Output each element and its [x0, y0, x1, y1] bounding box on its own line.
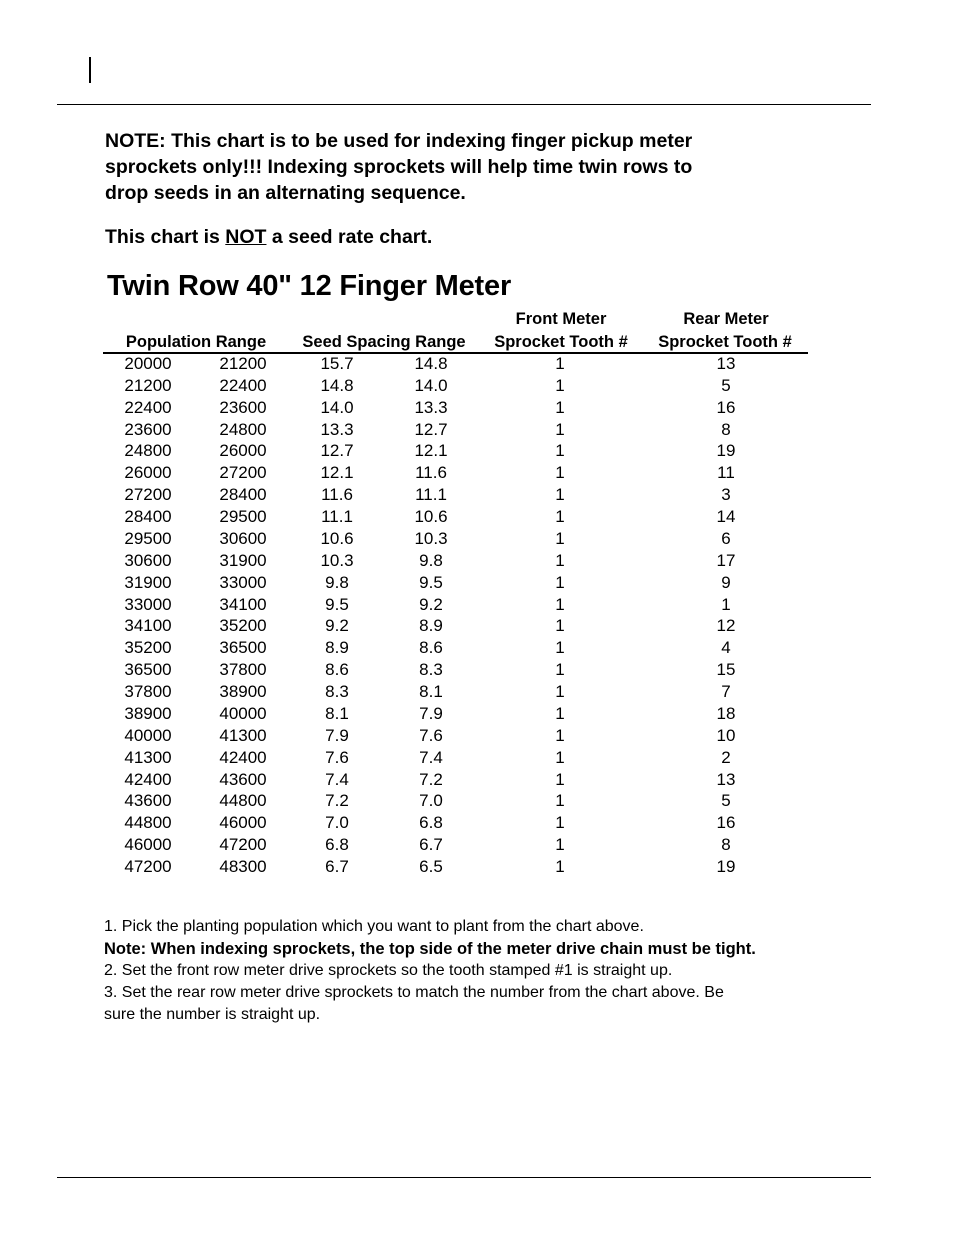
cell-spacing-to: 9.8	[419, 550, 443, 570]
cell-front-tooth: 1	[555, 660, 565, 680]
cell-spacing-from: 8.3	[325, 682, 349, 702]
cell-spacing-from: 10.3	[320, 550, 354, 570]
cell-front-tooth: 1	[555, 791, 565, 811]
cell-rear-tooth: 18	[716, 703, 736, 723]
cell-population-from: 38900	[124, 703, 172, 723]
cell-population-from: 44800	[124, 813, 172, 833]
step-1: 1. Pick the planting population which you want to plant from the chart above.	[104, 918, 644, 935]
cell-spacing-to: 10.6	[414, 507, 448, 527]
margin-marker	[89, 57, 91, 83]
table-row	[0, 420, 954, 442]
table-row	[0, 704, 954, 726]
table-row	[0, 726, 954, 748]
cell-spacing-to: 12.7	[414, 419, 448, 439]
cell-spacing-to: 6.7	[419, 835, 443, 855]
cell-spacing-from: 9.5	[325, 594, 349, 614]
chain-warning: Note: When indexing sprockets, the top side of the meter drive chain must be tight.	[104, 940, 756, 958]
table-row	[0, 660, 954, 682]
cell-spacing-to: 7.9	[419, 703, 443, 723]
cell-front-tooth: 1	[555, 354, 565, 373]
cell-front-tooth: 1	[555, 507, 565, 527]
notice-suffix: a seed rate chart.	[266, 226, 433, 248]
cell-rear-tooth: 16	[716, 397, 736, 417]
cell-rear-tooth: 8	[721, 419, 731, 439]
cell-spacing-to: 8.9	[419, 616, 443, 636]
table-row	[0, 398, 954, 420]
cell-spacing-to: 6.8	[419, 813, 443, 833]
cell-population-to: 42400	[219, 747, 267, 767]
cell-front-tooth: 1	[555, 550, 565, 570]
table-row	[0, 638, 954, 660]
cell-spacing-from: 7.2	[325, 791, 349, 811]
cell-population-to: 44800	[219, 791, 267, 811]
cell-population-to: 29500	[219, 507, 267, 527]
cell-rear-tooth: 10	[716, 725, 736, 745]
cell-spacing-from: 8.6	[325, 660, 349, 680]
cell-front-tooth: 1	[555, 638, 565, 658]
table-row	[0, 813, 954, 835]
cell-spacing-from: 14.8	[320, 375, 354, 395]
table-row	[0, 616, 954, 638]
cell-population-from: 36500	[124, 660, 172, 680]
step-3	[104, 982, 834, 1026]
cell-rear-tooth: 16	[716, 813, 736, 833]
cell-population-from: 24800	[124, 441, 172, 461]
cell-spacing-to: 7.6	[419, 725, 443, 745]
cell-spacing-to: 13.3	[414, 397, 448, 417]
cell-front-tooth: 1	[555, 419, 565, 439]
cell-population-from: 33000	[124, 594, 172, 614]
cell-front-tooth: 1	[555, 572, 565, 592]
cell-population-to: 36500	[219, 638, 267, 658]
step-3-line: 3. Set the rear row meter drive sprockets to match the number from the chart above. Be	[104, 984, 724, 1001]
table-row	[0, 463, 954, 485]
cell-front-tooth: 1	[555, 594, 565, 614]
cell-spacing-from: 10.6	[320, 528, 354, 548]
note-line: sprockets only!!! Indexing sprockets will help time twin rows to	[105, 156, 693, 178]
cell-population-from: 42400	[124, 769, 172, 789]
cell-front-tooth: 1	[555, 528, 565, 548]
cell-population-from: 29500	[124, 528, 172, 548]
cell-spacing-to: 11.1	[415, 485, 447, 505]
cell-spacing-to: 11.6	[415, 463, 447, 483]
cell-population-to: 33000	[219, 572, 267, 592]
cell-population-to: 43600	[219, 769, 267, 789]
cell-population-to: 38900	[219, 682, 267, 702]
cell-rear-tooth: 3	[721, 485, 731, 505]
table-row	[0, 485, 954, 507]
cell-population-from: 43600	[124, 791, 172, 811]
cell-front-tooth: 1	[555, 703, 565, 723]
cell-population-to: 24800	[219, 419, 267, 439]
cell-population-from: 20000	[124, 354, 172, 373]
cell-population-from: 27200	[124, 485, 172, 505]
cell-population-from: 40000	[124, 725, 172, 745]
cell-spacing-from: 13.3	[320, 419, 354, 439]
cell-population-to: 41300	[219, 725, 267, 745]
cell-population-to: 47200	[219, 835, 267, 855]
header-rule	[57, 104, 871, 105]
cell-population-from: 26000	[124, 463, 172, 483]
cell-spacing-to: 7.4	[419, 747, 443, 767]
header-rear-meter: Rear Meter	[683, 310, 769, 328]
cell-spacing-to: 8.1	[419, 682, 443, 702]
cell-front-tooth: 1	[555, 485, 565, 505]
instructions	[104, 916, 834, 1026]
cell-spacing-to: 12.1	[414, 441, 448, 461]
cell-population-to: 48300	[219, 857, 267, 876]
cell-rear-tooth: 19	[716, 441, 736, 461]
table-row	[0, 791, 954, 813]
header-front-sprocket-tooth: Sprocket Tooth #	[494, 333, 628, 351]
note-line: NOTE: This chart is to be used for indexing finger pickup meter	[105, 130, 693, 152]
cell-population-to: 35200	[219, 616, 267, 636]
cell-rear-tooth: 6	[721, 528, 731, 548]
cell-spacing-from: 6.8	[325, 835, 349, 855]
cell-spacing-from: 7.4	[325, 769, 349, 789]
cell-spacing-to: 8.6	[419, 638, 443, 658]
header-front-meter: Front Meter	[515, 310, 607, 328]
cell-population-to: 21200	[219, 354, 267, 373]
cell-population-to: 26000	[219, 441, 267, 461]
table-row	[0, 748, 954, 770]
header-rear-sprocket-tooth: Sprocket Tooth #	[658, 333, 792, 351]
cell-population-to: 27200	[219, 463, 267, 483]
cell-rear-tooth: 2	[721, 747, 731, 767]
table-row	[0, 857, 954, 879]
cell-spacing-from: 8.9	[325, 638, 349, 658]
cell-rear-tooth: 13	[716, 769, 736, 789]
cell-population-from: 37800	[124, 682, 172, 702]
cell-spacing-from: 14.0	[320, 397, 354, 417]
cell-front-tooth: 1	[555, 725, 565, 745]
cell-rear-tooth: 9	[721, 572, 731, 592]
table-row	[0, 529, 954, 551]
notice-emphasis: NOT	[225, 226, 267, 248]
cell-spacing-to: 6.5	[419, 857, 443, 876]
cell-population-from: 35200	[124, 638, 172, 658]
cell-rear-tooth: 1	[721, 594, 731, 614]
table-row	[0, 682, 954, 704]
table-row	[0, 573, 954, 595]
cell-rear-tooth: 7	[721, 682, 731, 702]
table-row	[0, 376, 954, 398]
table-row	[0, 595, 954, 617]
cell-population-from: 21200	[124, 375, 172, 395]
cell-spacing-from: 11.1	[321, 507, 353, 527]
step-3-line: sure the number is straight up.	[104, 1006, 321, 1023]
cell-population-from: 46000	[124, 835, 172, 855]
cell-population-to: 37800	[219, 660, 267, 680]
cell-spacing-to: 9.2	[419, 594, 443, 614]
cell-rear-tooth: 5	[721, 791, 731, 811]
not-rate-chart-notice	[105, 226, 432, 249]
cell-front-tooth: 1	[555, 441, 565, 461]
cell-spacing-from: 11.6	[321, 485, 353, 505]
cell-rear-tooth: 15	[716, 660, 736, 680]
cell-front-tooth: 1	[555, 813, 565, 833]
cell-spacing-from: 7.9	[325, 725, 349, 745]
cell-spacing-from: 15.7	[320, 354, 354, 373]
header-population-range: Population Range	[125, 333, 267, 351]
cell-front-tooth: 1	[555, 682, 565, 702]
table-title: Twin Row 40" 12 Finger Meter	[107, 270, 512, 302]
table-row	[0, 835, 954, 857]
cell-spacing-to: 7.0	[419, 791, 443, 811]
cell-rear-tooth: 5	[721, 375, 731, 395]
cell-front-tooth: 1	[555, 397, 565, 417]
cell-spacing-from: 7.6	[325, 747, 349, 767]
cell-front-tooth: 1	[555, 835, 565, 855]
cell-rear-tooth: 19	[716, 857, 736, 876]
cell-population-from: 34100	[124, 616, 172, 636]
cell-population-to: 34100	[219, 594, 267, 614]
cell-spacing-to: 10.3	[414, 528, 448, 548]
cell-rear-tooth: 4	[721, 638, 731, 658]
cell-spacing-from: 12.7	[320, 441, 354, 461]
cell-population-from: 22400	[124, 397, 172, 417]
cell-front-tooth: 1	[555, 857, 565, 876]
footer-rule	[57, 1177, 871, 1178]
note-line: drop seeds in an alternating sequence.	[105, 182, 466, 204]
cell-spacing-to: 9.5	[419, 572, 443, 592]
table-row	[0, 770, 954, 792]
cell-rear-tooth: 14	[716, 507, 736, 527]
cell-spacing-from: 7.0	[325, 813, 349, 833]
cell-population-from: 31900	[124, 572, 172, 592]
cell-spacing-from: 6.7	[325, 857, 349, 876]
cell-population-from: 47200	[124, 857, 172, 876]
table-row	[0, 507, 954, 529]
cell-spacing-from: 9.8	[325, 572, 349, 592]
header-seed-spacing-range: Seed Spacing Range	[302, 333, 466, 351]
cell-spacing-to: 8.3	[419, 660, 443, 680]
cell-rear-tooth: 8	[721, 835, 731, 855]
cell-rear-tooth: 12	[716, 616, 736, 636]
cell-spacing-from: 12.1	[320, 463, 354, 483]
table-row	[0, 441, 954, 463]
cell-rear-tooth: 13	[716, 354, 736, 373]
table-row	[0, 551, 954, 573]
cell-population-from: 41300	[124, 747, 172, 767]
cell-rear-tooth: 11	[717, 463, 735, 483]
cell-spacing-to: 14.8	[414, 354, 448, 373]
cell-front-tooth: 1	[555, 616, 565, 636]
cell-spacing-from: 9.2	[325, 616, 349, 636]
cell-front-tooth: 1	[555, 769, 565, 789]
indexing-note	[105, 128, 785, 206]
cell-rear-tooth: 17	[716, 550, 736, 570]
cell-population-from: 30600	[124, 550, 172, 570]
cell-population-to: 46000	[219, 813, 267, 833]
cell-population-from: 28400	[124, 507, 172, 527]
cell-spacing-to: 7.2	[419, 769, 443, 789]
cell-population-to: 30600	[219, 528, 267, 548]
cell-population-to: 22400	[219, 375, 267, 395]
cell-front-tooth: 1	[555, 747, 565, 767]
cell-front-tooth: 1	[555, 463, 565, 483]
cell-population-to: 23600	[219, 397, 267, 417]
cell-front-tooth: 1	[555, 375, 565, 395]
table-row	[0, 354, 954, 376]
cell-spacing-to: 14.0	[414, 375, 448, 395]
cell-population-from: 23600	[124, 419, 172, 439]
step-2: 2. Set the front row meter drive sprockets so the tooth stamped #1 is straight up.	[104, 962, 673, 979]
cell-population-to: 31900	[219, 550, 267, 570]
cell-population-to: 28400	[219, 485, 267, 505]
cell-spacing-from: 8.1	[325, 703, 349, 723]
notice-prefix: This chart is	[105, 226, 226, 248]
cell-population-to: 40000	[219, 703, 267, 723]
